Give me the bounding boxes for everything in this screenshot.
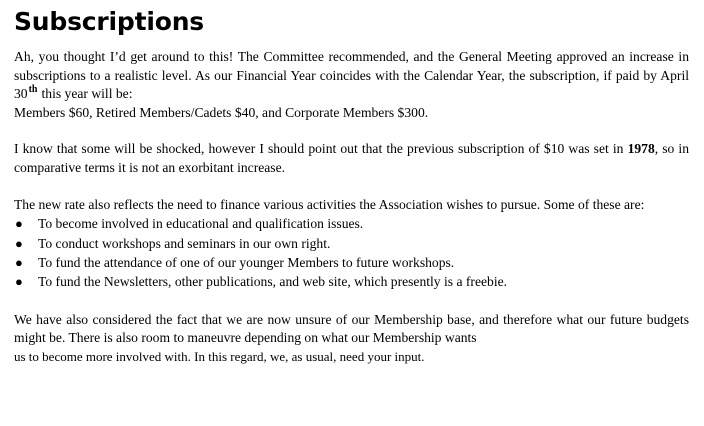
- list-item: [14, 214, 689, 233]
- paragraph-activities-intro: [14, 196, 689, 215]
- list-item-text: To become involved in educational and qualification issues.: [38, 216, 364, 232]
- paragraph-previous-subscription: [14, 140, 689, 177]
- page-title: Subscriptions: [14, 7, 204, 36]
- list-item: [14, 272, 689, 291]
- previous-year: 1978: [627, 141, 655, 157]
- activities-list: [14, 214, 689, 292]
- ordinal-suffix: th: [28, 84, 38, 96]
- list-item: [14, 234, 689, 253]
- previous-text: I know that some will be shocked, however I should point out that the previous subscription of $10 was set in: [14, 141, 624, 157]
- document-page: [14, 6, 689, 385]
- intro-text-end: this year will be:: [41, 86, 133, 102]
- membership-text: We have also considered the fact that we are now unsure of our Membership base, and therefore what our future budgets might be. There is also room to maneuvre depending on what our Membership wants: [14, 311, 689, 346]
- subscription-rates: Members $60, Retired Members/Cadets $40, and Corporate Members $300.: [14, 104, 429, 120]
- list-item-text: To fund the Newsletters, other publications, and web site, which presently is a freebie.: [38, 274, 508, 290]
- previous-text-end: , so in comparative terms it is not an exorbitant increase.: [14, 141, 690, 175]
- paragraph-membership-base: [14, 311, 689, 367]
- list-item: [14, 253, 689, 272]
- membership-text-end: us to become more involved with. In this regard, we, as usual, need your input.: [14, 348, 425, 364]
- bullet-icon: ●: [15, 254, 23, 270]
- paragraph-subscription-intro: [14, 48, 689, 122]
- activities-intro-text: The new rate also reflects the need to finance various activities the Association wishes to pursue. Some of these are:: [14, 196, 645, 212]
- list-item-text: To conduct workshops and seminars in our own right.: [38, 235, 331, 251]
- bullet-icon: ●: [15, 274, 23, 290]
- intro-text: Ah, you thought I’d get around to this! The Committee recommended, and the General Meeting approved an increase in subscriptions to a realistic level. As our Financial Year coincides with the Calendar Year, the subscription, if paid by April 30: [14, 49, 689, 102]
- list-item-text: To fund the attendance of one of our younger Members to future workshops.: [38, 254, 455, 270]
- bullet-icon: ●: [15, 216, 23, 232]
- bullet-icon: ●: [15, 235, 23, 251]
